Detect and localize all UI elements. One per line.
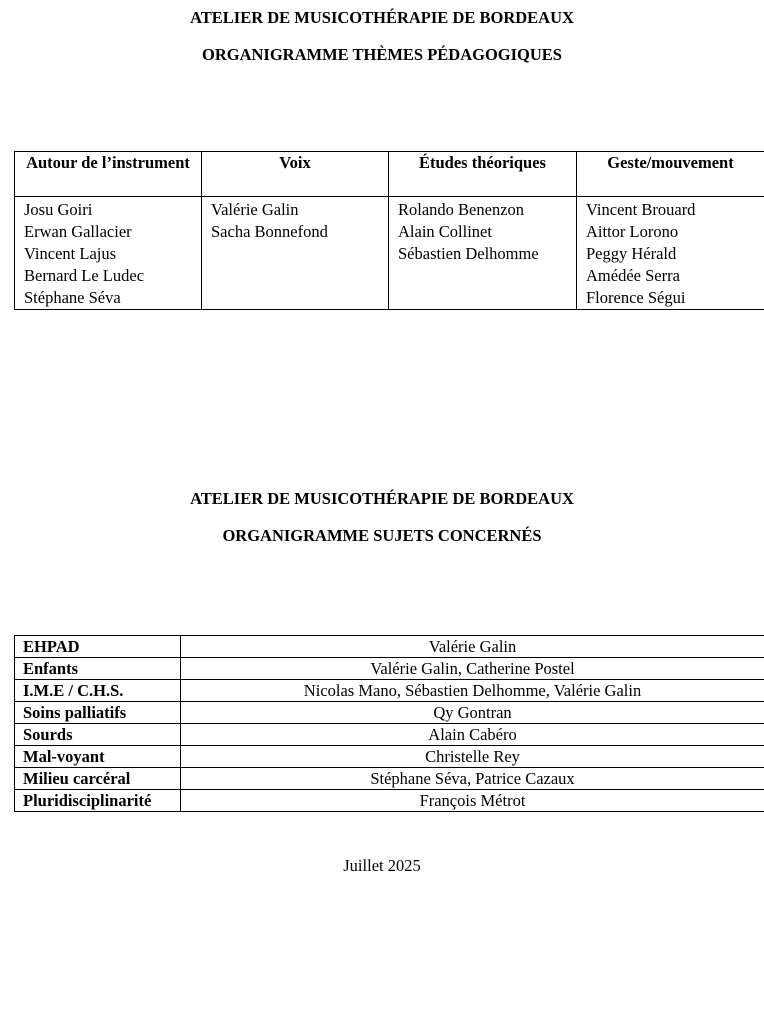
themes-header-geste: Geste/mouvement: [577, 152, 764, 197]
subject-value: Stéphane Séva, Patrice Cazaux: [181, 768, 764, 790]
table-row: [15, 724, 764, 746]
subject-value: Alain Cabéro: [181, 724, 764, 746]
name-item: Bernard Le Ludec: [24, 266, 145, 285]
name-item: Stéphane Séva: [24, 288, 121, 307]
themes-header-voix: Voix: [202, 152, 389, 197]
themes-header-instrument: Autour de l’instrument: [15, 152, 202, 197]
table-row: [15, 702, 764, 724]
subject-value: François Métrot: [181, 790, 764, 812]
themes-cell-voix: [202, 197, 389, 310]
themes-names-row: [15, 197, 764, 310]
name-item: Vincent Brouard: [586, 200, 696, 219]
name-item: Sacha Bonnefond: [211, 222, 328, 241]
name-item: Florence Ségui: [586, 288, 686, 307]
subject-label: I.M.E / C.H.S.: [15, 680, 181, 702]
subject-label: EHPAD: [15, 636, 181, 658]
name-item: Amédée Serra: [586, 266, 680, 285]
subjects-table: [14, 635, 764, 812]
name-item: Alain Collinet: [398, 222, 492, 241]
table-row: [15, 680, 764, 702]
table-row: [15, 790, 764, 812]
subject-label: Mal-voyant: [15, 746, 181, 768]
name-item: Peggy Hérald: [586, 244, 677, 263]
table-row: [15, 768, 764, 790]
themes-table: [14, 151, 764, 310]
section1-title: ATELIER DE MUSICOTHÉRAPIE DE BORDEAUX: [190, 8, 574, 27]
subject-value: Valérie Galin, Catherine Postel: [181, 658, 764, 680]
name-item: Aittor Lorono: [586, 222, 679, 241]
themes-cell-instrument: [15, 197, 202, 310]
name-item: Erwan Gallacier: [24, 222, 132, 241]
section2-subtitle: ORGANIGRAMME SUJETS CONCERNÉS: [222, 526, 542, 545]
themes-header-etudes: Études théoriques: [389, 152, 577, 197]
section2-title: ATELIER DE MUSICOTHÉRAPIE DE BORDEAUX: [190, 489, 574, 508]
name-item: Sébastien Delhomme: [398, 244, 539, 263]
subject-label: Soins palliatifs: [15, 702, 181, 724]
name-item: Valérie Galin: [211, 200, 299, 219]
section1-subtitle: ORGANIGRAMME THÈMES PÉDAGOGIQUES: [202, 45, 562, 64]
subject-label: Sourds: [15, 724, 181, 746]
themes-cell-etudes: [389, 197, 577, 310]
table-row: [15, 746, 764, 768]
document-date: Juillet 2025: [343, 856, 421, 875]
subject-value: Nicolas Mano, Sébastien Delhomme, Valérie Galin: [181, 680, 764, 702]
table-row: [15, 636, 764, 658]
name-item: Rolando Benenzon: [398, 200, 525, 219]
table-row: [15, 658, 764, 680]
subject-value: Qy Gontran: [181, 702, 764, 724]
subject-value: Valérie Galin: [181, 636, 764, 658]
subject-label: Enfants: [15, 658, 181, 680]
subject-value: Christelle Rey: [181, 746, 764, 768]
subject-label: Milieu carcéral: [15, 768, 181, 790]
themes-header-row: [15, 152, 764, 197]
name-item: Vincent Lajus: [24, 244, 117, 263]
subject-label: Pluridisciplinarité: [15, 790, 181, 812]
themes-cell-geste: [577, 197, 764, 310]
name-item: Josu Goiri: [24, 200, 93, 219]
